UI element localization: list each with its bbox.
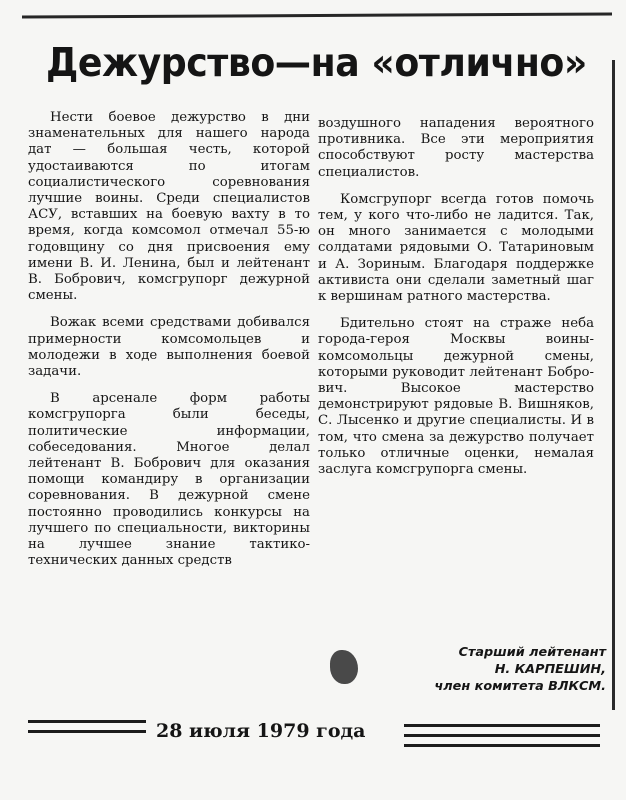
clipping-top-edge bbox=[22, 12, 612, 18]
author-position: член комитета ВЛКСМ. bbox=[434, 679, 606, 694]
paragraph: Бдительно стоят на страже неба города-героя Москвы воины-комсомольцы дежурной смены, которыми руководит лейтенант Бобрович. Высокое мастерство демонстрируют рядовые В. Вишняков, С. Лысенко и другие специалисты. И в том, что смена за дежурство получает только отличные оценки, немалая заслуга комсгрупорга смены. bbox=[318, 316, 594, 478]
article-column-right bbox=[318, 116, 594, 489]
paragraph: воздушного нападения вероятного противника. Все эти мероприятия способствуют росту мастерства специалистов. bbox=[318, 116, 594, 180]
publication-date: 28 июля 1979 года bbox=[156, 720, 366, 742]
author-name: Н. КАРПЕШИН, bbox=[494, 662, 606, 677]
divider-rule bbox=[404, 724, 600, 727]
author-rank: Старший лейтенант bbox=[458, 645, 606, 660]
paragraph: Вожак всеми средствами добивался примерности комсомольцев и молодежи в ходе выполнения боевой задачи. bbox=[28, 315, 310, 380]
paragraph: Комсгрупорг всегда готов помочь тем, у кого что-либо не ладится. Так, он много занимается с молодыми солдатами рядовыми О. Татариновым и А. Зориным. Благодаря поддержке активиста они сделали заметный шаг к вершинам ратного мастерства. bbox=[318, 191, 594, 305]
divider-rule bbox=[404, 734, 600, 737]
divider-rule bbox=[404, 744, 600, 747]
divider-rule bbox=[28, 720, 146, 723]
ink-smudge bbox=[330, 650, 358, 684]
author-signature bbox=[376, 644, 606, 695]
article-column-left bbox=[28, 110, 310, 580]
divider-rule bbox=[28, 730, 146, 733]
article-headline: Дежурство—на «отлично» bbox=[46, 41, 587, 86]
paragraph: Нести боевое дежурство в дни знаменательных для нашего народа дат — большая честь, которой удостаиваются по итогам социалистического соревнования лучшие воины. Среди специалистов АСУ, вставших на боевую вахту в то время, когда комсомол отмечал 55-ю годовщину со дня присвоения ему имени В. И. Ленина, был и лейтенант В. Бобрович, комсгрупорг дежурной смены. bbox=[28, 110, 310, 304]
clipping-right-edge bbox=[612, 60, 615, 710]
paragraph: В арсенале форм работы комсгрупорга были беседы, политические информации, собеседования. Многое делал лейтенант В. Бобрович для оказания помощи командиру в организации соревнования. В дежурной смене постоянно проводились конкурсы на лучшего по специальности, викторины на лучшее знание тактико-технических данных средств bbox=[28, 391, 310, 569]
